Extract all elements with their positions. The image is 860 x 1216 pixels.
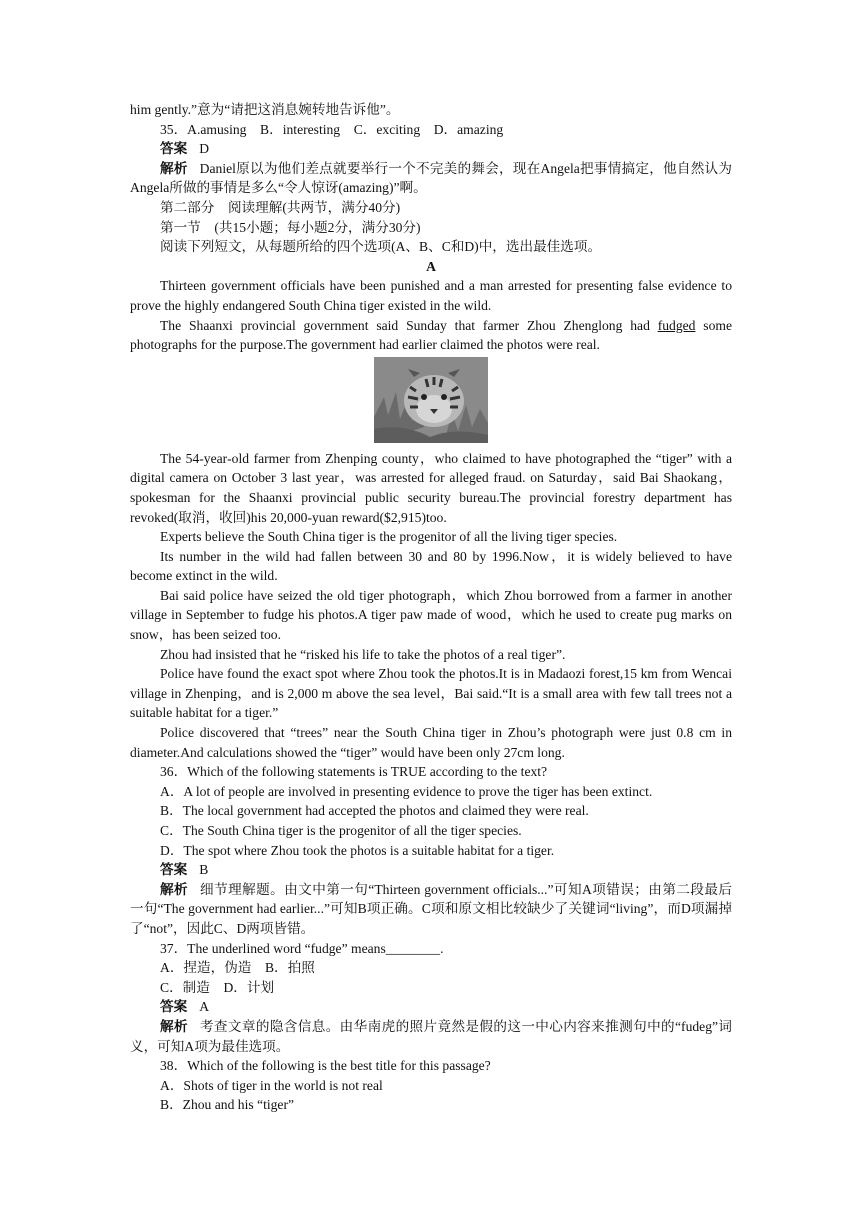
- answer-value: B: [199, 862, 209, 878]
- passage-paragraph-5: Its number in the wild had fallen between 30 and 80 by 1996.Now，it is widely believed to have become extinct in the wild.: [130, 548, 732, 584]
- paragraph-text: some photographs for the purpose.The government had earlier claimed the photos were real.: [130, 317, 733, 353]
- analysis-text: Daniel原以为他们差点就要举行一个不完美的舞会，现在Angela把事情搞定，他自然认为Angela所做的事情是多么“令人惊讶(amazing)”啊。: [130, 160, 732, 196]
- answer-37: [130, 997, 732, 1017]
- question-36: 36．Which of the following statements is TRUE according to the text?: [160, 764, 548, 780]
- question-37: 37．The underlined word “fudge” means________.: [160, 940, 444, 956]
- question-38: 38．Which of the following is the best title for this passage?: [160, 1058, 491, 1074]
- answer-label: 答案: [160, 862, 188, 878]
- passage-paragraph-8: Police have found the exact spot where Zhou took the photos.It is in Madaozi forest,15 km from Wencai village in Zhenping，and is 2,000 m above the sea level，Bai said.“It is a small area with few tall trees not a suitable habitat for a tiger.”: [130, 666, 732, 721]
- analysis-text: 考查文章的隐含信息。由华南虎的照片竟然是假的这一中心内容来推测句中的“fudeg”词义，可知A项为最佳选项。: [130, 1018, 733, 1054]
- document-page: [130, 100, 732, 1115]
- analysis-label: 解析: [160, 881, 189, 897]
- underlined-word: fudged: [657, 317, 696, 333]
- passage-paragraph-3: The 54‑year‑old farmer from Zhenping county，who claimed to have photographed the “tiger” with a digital camera on October 3 last year，was arrested for alleged fraud. on Saturday，said Bai Shaokang，spokesman for the Shaanxi provincial public security bureau.The provincial forestry department has revoked(取消，收回)his 20,000‑yuan reward($2,915)too.: [130, 450, 732, 525]
- option-b: B．The local government had accepted the photos and claimed they were real.: [160, 803, 589, 819]
- passage-paragraph-2: [130, 316, 732, 355]
- passage-letter: A: [426, 258, 436, 274]
- passage-paragraph-7: Zhou had insisted that he “risked his life to take the photos of a real tiger”.: [160, 646, 566, 662]
- section-instruction: 阅读下列短文，从每题所给的四个选项(A、B、C和D)中，选出最佳选项。: [160, 239, 602, 255]
- option-d: D．The spot where Zhou took the photos is a suitable habitat for a tiger.: [160, 842, 555, 858]
- answer-35: [130, 139, 732, 159]
- tiger-photo-graphic: [374, 357, 488, 443]
- option-a: A．A lot of people are involved in presenting evidence to prove the tiger has been extinct.: [160, 783, 653, 799]
- section-part-heading: 第二部分 阅读理解(共两节，满分40分): [160, 199, 401, 215]
- section-sub-heading: 第一节 (共15小题；每小题2分，满分30分): [160, 219, 421, 235]
- passage-paragraph-4: Experts believe the South China tiger is the progenitor of all the living tiger species.: [160, 529, 618, 545]
- option-ab: A．捏造，伪造 B．拍照: [160, 960, 315, 976]
- option-a: A．Shots of tiger in the world is not real: [160, 1077, 383, 1093]
- analysis-text: 细节理解题。由文中第一句“Thirteen government officials...”可知A项错误；由第二段最后一句“The government had earlier...”可知B项正确。C项和原文相比较缺少了关键词“living”，而D项漏掉了“not”，因此C、D两项皆错。: [130, 881, 733, 936]
- answer-value: A: [199, 999, 210, 1015]
- option-cd: C．制造 D．计划: [160, 979, 275, 995]
- option-b: B．Zhou and his “tiger”: [160, 1097, 295, 1113]
- answer-36: [130, 860, 732, 880]
- continued-line: him gently.”意为“请把这消息婉转地告诉他”。: [130, 102, 400, 117]
- analysis-37: [130, 1017, 732, 1056]
- answer-label: 答案: [160, 141, 188, 157]
- passage-paragraph-6: Bai said police have seized the old tiger photograph，which Zhou borrowed from a farmer in another village in September to fudge his photos.A tiger paw made of wood，which he used to create pug marks on snow，has been seized too.: [130, 587, 732, 643]
- analysis-36: [130, 880, 732, 939]
- question-35: 35．A.amusing B．interesting C．exciting D．amazing: [160, 121, 504, 137]
- tiger-photo: [374, 357, 488, 443]
- passage-paragraph-1: Thirteen government officials have been punished and a man arrested for presenting false evidence to prove the highly endangered South China tiger existed in the wild.: [130, 278, 732, 313]
- analysis-35: [130, 159, 732, 198]
- answer-value: D: [199, 141, 210, 157]
- analysis-label: 解析: [160, 160, 188, 176]
- analysis-label: 解析: [160, 1018, 188, 1034]
- paragraph-text: The Shaanxi provincial government said Sunday that farmer Zhou Zhenglong had: [160, 317, 658, 333]
- option-c: C．The South China tiger is the progenitor of all the tiger species.: [160, 823, 522, 838]
- passage-paragraph-9: Police discovered that “trees” near the South China tiger in Zhou’s photograph were just 0.8 cm in diameter.And calculations showed the “tiger” would have been only 27cm long.: [130, 725, 732, 760]
- answer-label: 答案: [160, 999, 188, 1015]
